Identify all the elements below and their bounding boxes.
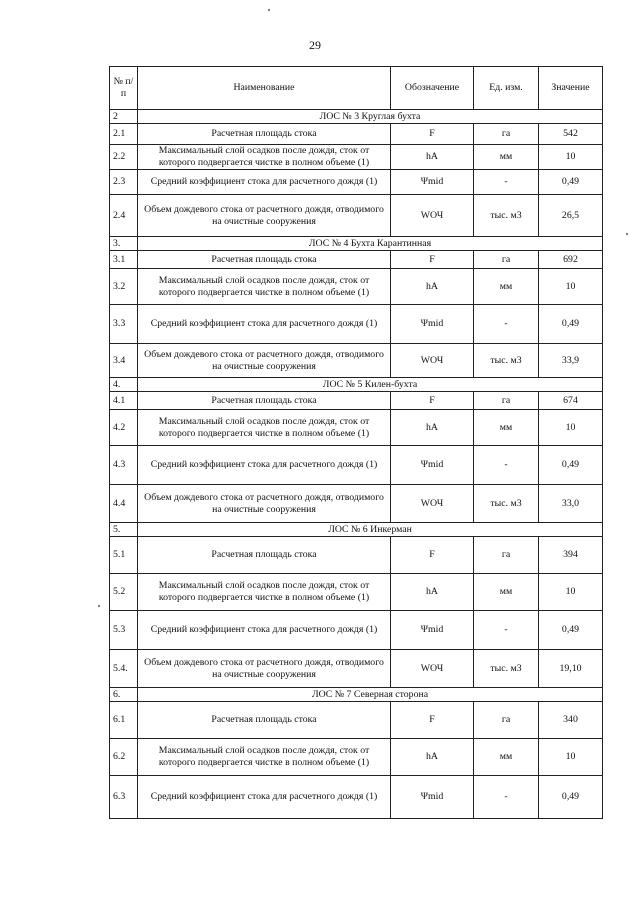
parameter-name: Объем дождевого стока от расчетного дождя, отводимого на очистные сооружения [138, 650, 391, 688]
section-row [110, 688, 603, 702]
parameter-name: Расчетная площадь стока [138, 537, 391, 574]
parameter-designation: hA [391, 410, 474, 446]
scan-speck [626, 233, 628, 235]
parameter-name: Средний коэффициент стока для расчетного дождя (1) [138, 611, 391, 650]
table-row [110, 611, 603, 650]
parameter-name: Средний коэффициент стока для расчетного дождя (1) [138, 776, 391, 819]
section-row [110, 237, 603, 251]
row-number: 4.1 [110, 392, 138, 410]
parameter-designation: WОЧ [391, 485, 474, 523]
parameter-value: 394 [539, 537, 603, 574]
table-body [110, 110, 603, 819]
row-number: 4.3 [110, 446, 138, 485]
row-number: 5.4. [110, 650, 138, 688]
row-number: 4.2 [110, 410, 138, 446]
table-row [110, 305, 603, 344]
parameter-unit: га [474, 251, 539, 269]
parameter-value: 10 [539, 269, 603, 305]
parameter-designation: Ψmid [391, 305, 474, 344]
parameter-name: Объем дождевого стока от расчетного дождя, отводимого на очистные сооружения [138, 485, 391, 523]
parameter-value: 340 [539, 702, 603, 739]
page-number: 29 [309, 38, 321, 52]
parameter-designation: F [391, 251, 474, 269]
row-number: 4.4 [110, 485, 138, 523]
section-title: ЛОС № 3 Круглая бухта [138, 110, 603, 124]
parameter-value: 10 [539, 145, 603, 170]
parameter-name: Максимальный слой осадков после дождя, сток от которого подвергается чистке в полном объеме (1) [138, 574, 391, 611]
parameter-name: Расчетная площадь стока [138, 702, 391, 739]
header-num: № п/п [110, 67, 138, 110]
parameter-unit: мм [474, 145, 539, 170]
parameter-name: Объем дождевого стока от расчетного дождя, отводимого на очистные сооружения [138, 344, 391, 378]
row-number: 2.2 [110, 145, 138, 170]
parameter-designation: F [391, 702, 474, 739]
parameter-unit: - [474, 776, 539, 819]
header-value: Значение [539, 67, 603, 110]
table-row [110, 145, 603, 170]
scan-speck [268, 9, 270, 11]
parameter-value: 10 [539, 739, 603, 776]
table-row [110, 124, 603, 145]
row-number: 3.1 [110, 251, 138, 269]
parameter-unit: - [474, 446, 539, 485]
table-row [110, 485, 603, 523]
parameter-designation: F [391, 392, 474, 410]
section-number: 6. [110, 688, 138, 702]
parameter-name: Максимальный слой осадков после дождя, сток от которого подвергается чистке в полном объеме (1) [138, 269, 391, 305]
table-row [110, 776, 603, 819]
row-number: 5.1 [110, 537, 138, 574]
parameter-value: 542 [539, 124, 603, 145]
parameter-value: 19,10 [539, 650, 603, 688]
parameter-name: Расчетная площадь стока [138, 124, 391, 145]
section-row [110, 378, 603, 392]
parameter-value: 33,9 [539, 344, 603, 378]
parameter-name: Максимальный слой осадков после дождя, сток от которого подвергается чистке в полном объеме (1) [138, 410, 391, 446]
row-number: 6.2 [110, 739, 138, 776]
parameter-value: 10 [539, 410, 603, 446]
parameter-designation: WОЧ [391, 344, 474, 378]
section-title: ЛОС № 4 Бухта Карантинная [138, 237, 603, 251]
section-row [110, 523, 603, 537]
parameter-value: 674 [539, 392, 603, 410]
row-number: 6.1 [110, 702, 138, 739]
row-number: 3.3 [110, 305, 138, 344]
row-number: 6.3 [110, 776, 138, 819]
parameter-unit: - [474, 611, 539, 650]
table-row [110, 446, 603, 485]
parameter-designation: hA [391, 145, 474, 170]
parameter-unit: тыс. м3 [474, 195, 539, 237]
parameter-name: Максимальный слой осадков после дождя, сток от которого подвергается чистке в полном объеме (1) [138, 145, 391, 170]
parameter-unit: га [474, 702, 539, 739]
parameter-designation: hA [391, 739, 474, 776]
parameter-designation: Ψmid [391, 446, 474, 485]
parameter-unit: га [474, 537, 539, 574]
parameter-designation: WОЧ [391, 650, 474, 688]
section-number: 3. [110, 237, 138, 251]
parameter-unit: мм [474, 269, 539, 305]
header-unit: Ед. изм. [474, 67, 539, 110]
table-row [110, 392, 603, 410]
parameter-designation: Ψmid [391, 776, 474, 819]
row-number: 2.1 [110, 124, 138, 145]
header-name: Наименование [138, 67, 391, 110]
row-number: 2.4 [110, 195, 138, 237]
parameter-designation: hA [391, 269, 474, 305]
table-row [110, 702, 603, 739]
parameter-name: Средний коэффициент стока для расчетного дождя (1) [138, 446, 391, 485]
parameter-unit: - [474, 170, 539, 195]
parameter-unit: мм [474, 410, 539, 446]
table-header-row [110, 67, 603, 110]
parameter-value: 0,49 [539, 611, 603, 650]
parameter-value: 0,49 [539, 776, 603, 819]
row-number: 2.3 [110, 170, 138, 195]
parameter-value: 26,5 [539, 195, 603, 237]
row-number: 3.2 [110, 269, 138, 305]
section-title: ЛОС № 6 Инкерман [138, 523, 603, 537]
parameter-unit: мм [474, 739, 539, 776]
section-number: 5. [110, 523, 138, 537]
table-row [110, 344, 603, 378]
parameter-unit: тыс. м3 [474, 344, 539, 378]
parameter-designation: Ψmid [391, 611, 474, 650]
table-row [110, 650, 603, 688]
header-designation: Обозначение [391, 67, 474, 110]
parameter-value: 692 [539, 251, 603, 269]
row-number: 5.3 [110, 611, 138, 650]
table-row [110, 170, 603, 195]
row-number: 5.2 [110, 574, 138, 611]
parameter-designation: WОЧ [391, 195, 474, 237]
parameter-name: Объем дождевого стока от расчетного дождя, отводимого на очистные сооружения [138, 195, 391, 237]
table-row [110, 410, 603, 446]
scan-speck [98, 605, 100, 607]
section-row [110, 110, 603, 124]
row-number: 3.4 [110, 344, 138, 378]
parameter-value: 0,49 [539, 170, 603, 195]
table-row [110, 251, 603, 269]
section-title: ЛОС № 7 Северная сторона [138, 688, 603, 702]
parameter-unit: тыс. м3 [474, 650, 539, 688]
parameter-designation: Ψmid [391, 170, 474, 195]
table-row [110, 739, 603, 776]
table-row [110, 574, 603, 611]
parameter-value: 10 [539, 574, 603, 611]
parameter-designation: F [391, 537, 474, 574]
table-row [110, 537, 603, 574]
parameter-unit: мм [474, 574, 539, 611]
parameter-value: 33,0 [539, 485, 603, 523]
section-number: 2 [110, 110, 138, 124]
section-title: ЛОС № 5 Килен-бухта [138, 378, 603, 392]
section-number: 4. [110, 378, 138, 392]
parameter-unit: тыс. м3 [474, 485, 539, 523]
parameter-name: Расчетная площадь стока [138, 392, 391, 410]
parameter-designation: hA [391, 574, 474, 611]
parameter-name: Расчетная площадь стока [138, 251, 391, 269]
table-row [110, 269, 603, 305]
parameter-name: Максимальный слой осадков после дождя, сток от которого подвергается чистке в полном объеме (1) [138, 739, 391, 776]
table-row [110, 195, 603, 237]
parameter-unit: - [474, 305, 539, 344]
parameter-unit: га [474, 124, 539, 145]
parameter-designation: F [391, 124, 474, 145]
parameters-table [109, 66, 603, 819]
parameter-value: 0,49 [539, 305, 603, 344]
parameter-unit: га [474, 392, 539, 410]
parameter-value: 0,49 [539, 446, 603, 485]
parameter-name: Средний коэффициент стока для расчетного дождя (1) [138, 305, 391, 344]
parameter-name: Средний коэффициент стока для расчетного дождя (1) [138, 170, 391, 195]
